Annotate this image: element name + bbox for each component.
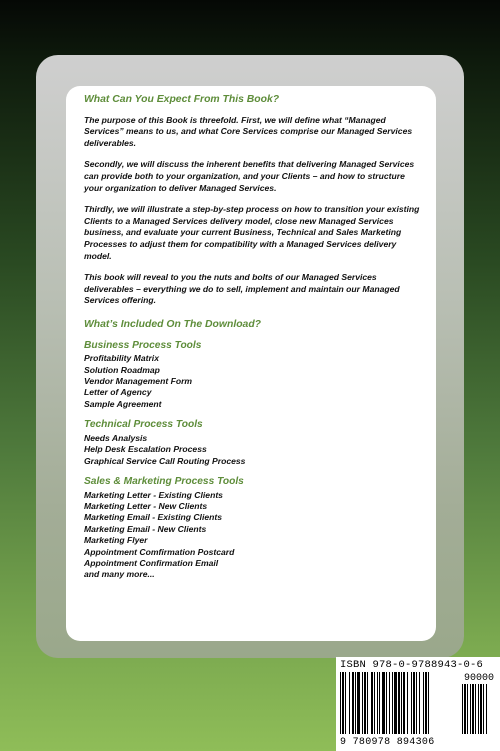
technical-tools-heading: Technical Process Tools — [84, 419, 203, 431]
barcode-bar — [357, 672, 360, 734]
barcode-bar — [478, 684, 479, 734]
barcode-bar — [374, 672, 375, 734]
paragraph-1: The purpose of this Book is threefold. First, we will define what “Managed Services” means to us, and what Core Services comprise our Managed Services deliverables. — [84, 114, 413, 148]
barcode-bar — [403, 672, 405, 734]
barcode-bar — [470, 684, 471, 734]
barcode-bar — [462, 684, 463, 734]
barcode-bar — [379, 672, 380, 734]
isbn-barcode — [336, 657, 500, 751]
barcode-bar — [472, 684, 474, 734]
barcode-bar — [475, 684, 476, 734]
barcode-bar — [411, 672, 412, 734]
barcode-bar — [367, 672, 368, 734]
barcode-bar — [394, 672, 397, 734]
list-item: Graphical Service Call Routing Process — [84, 455, 246, 466]
barcode-bar — [416, 672, 417, 734]
barcode-bar — [467, 684, 468, 734]
list-item: Marketing Email - New Clients — [84, 523, 207, 534]
barcode-bar — [377, 672, 378, 734]
barcode-bar — [423, 672, 424, 734]
barcode-bar — [425, 672, 427, 734]
barcode-bar — [401, 672, 402, 734]
price-code: 90000 — [464, 673, 495, 684]
isbn-label: ISBN 978-0-9788943-0-6 — [340, 659, 484, 671]
paragraph-3: Thirdly, we will illustrate a step-by-step process on how to transition your existing Clients to a Managed Services delivery model, close new Managed Services business, and evaluate your current Business, Technical and Sales Marketing Processes to adjust them for compatibility with a Managed Services delivery model. — [84, 204, 420, 261]
list-item: Help Desk Escalation Process — [84, 444, 207, 455]
barcode-bar — [355, 672, 356, 734]
barcode-bar — [382, 672, 385, 734]
barcode-bar — [386, 672, 387, 734]
barcode-bar — [352, 672, 354, 734]
barcode-bar — [342, 672, 344, 734]
barcode-bar — [398, 672, 400, 734]
list-item: Vendor Management Form — [84, 375, 193, 386]
technical-tools-list — [84, 433, 424, 467]
sales-tools-heading: Sales & Marketing Process Tools — [84, 475, 244, 487]
barcode-bar — [340, 672, 341, 734]
list-item: Needs Analysis — [84, 432, 148, 443]
barcode-bar — [364, 672, 366, 734]
barcode-bar — [407, 672, 408, 734]
barcode-icon — [340, 672, 496, 736]
business-tools-list — [84, 353, 424, 410]
barcode-bar — [392, 672, 393, 734]
barcode-bar — [464, 684, 466, 734]
list-item: Marketing Flyer — [84, 535, 148, 546]
list-item: Profitability Matrix — [84, 353, 159, 364]
barcode-bar — [413, 672, 415, 734]
main-heading: What Can You Expect From This Book? — [84, 94, 280, 105]
barcode-bar — [419, 672, 420, 734]
list-item: Appointment Comfirmation Postcard — [84, 546, 235, 557]
barcode-bar — [486, 684, 487, 734]
barcode-bar — [428, 672, 429, 734]
barcode-bar — [483, 684, 484, 734]
barcode-bar — [345, 672, 346, 734]
back-cover-text — [84, 94, 424, 581]
paragraph-2: Secondly, we will discuss the inherent benefits that delivering Managed Services can provide both to your organization, and your Clients – and how to structure your organization to deliver Managed Services. — [84, 159, 415, 193]
list-item: Marketing Letter - Existing Clients — [84, 489, 223, 500]
barcode-bar — [389, 672, 390, 734]
download-heading: What’s Included On The Download? — [84, 318, 262, 330]
list-item: and many more... — [84, 569, 155, 580]
barcode-digits: 9 780978 894306 — [340, 737, 435, 748]
barcode-bar — [362, 672, 363, 734]
business-tools-heading: Business Process Tools — [84, 339, 202, 351]
barcode-bar — [480, 684, 482, 734]
barcode-bar — [371, 672, 373, 734]
list-item: Marketing Email - Existing Clients — [84, 512, 223, 523]
list-item: Solution Roadmap — [84, 364, 160, 375]
list-item: Marketing Letter - New Clients — [84, 500, 208, 511]
sales-tools-list — [84, 490, 424, 581]
list-item: Sample Agreement — [84, 398, 162, 409]
paragraph-4: This book will reveal to you the nuts and bolts of our Managed Services deliverables – everything we do to sell, implement and maintain our Managed Services offering. — [84, 272, 400, 306]
list-item: Appointment Confirmation Email — [84, 557, 219, 568]
barcode-bar — [349, 672, 350, 734]
list-item: Letter of Agency — [84, 387, 152, 398]
